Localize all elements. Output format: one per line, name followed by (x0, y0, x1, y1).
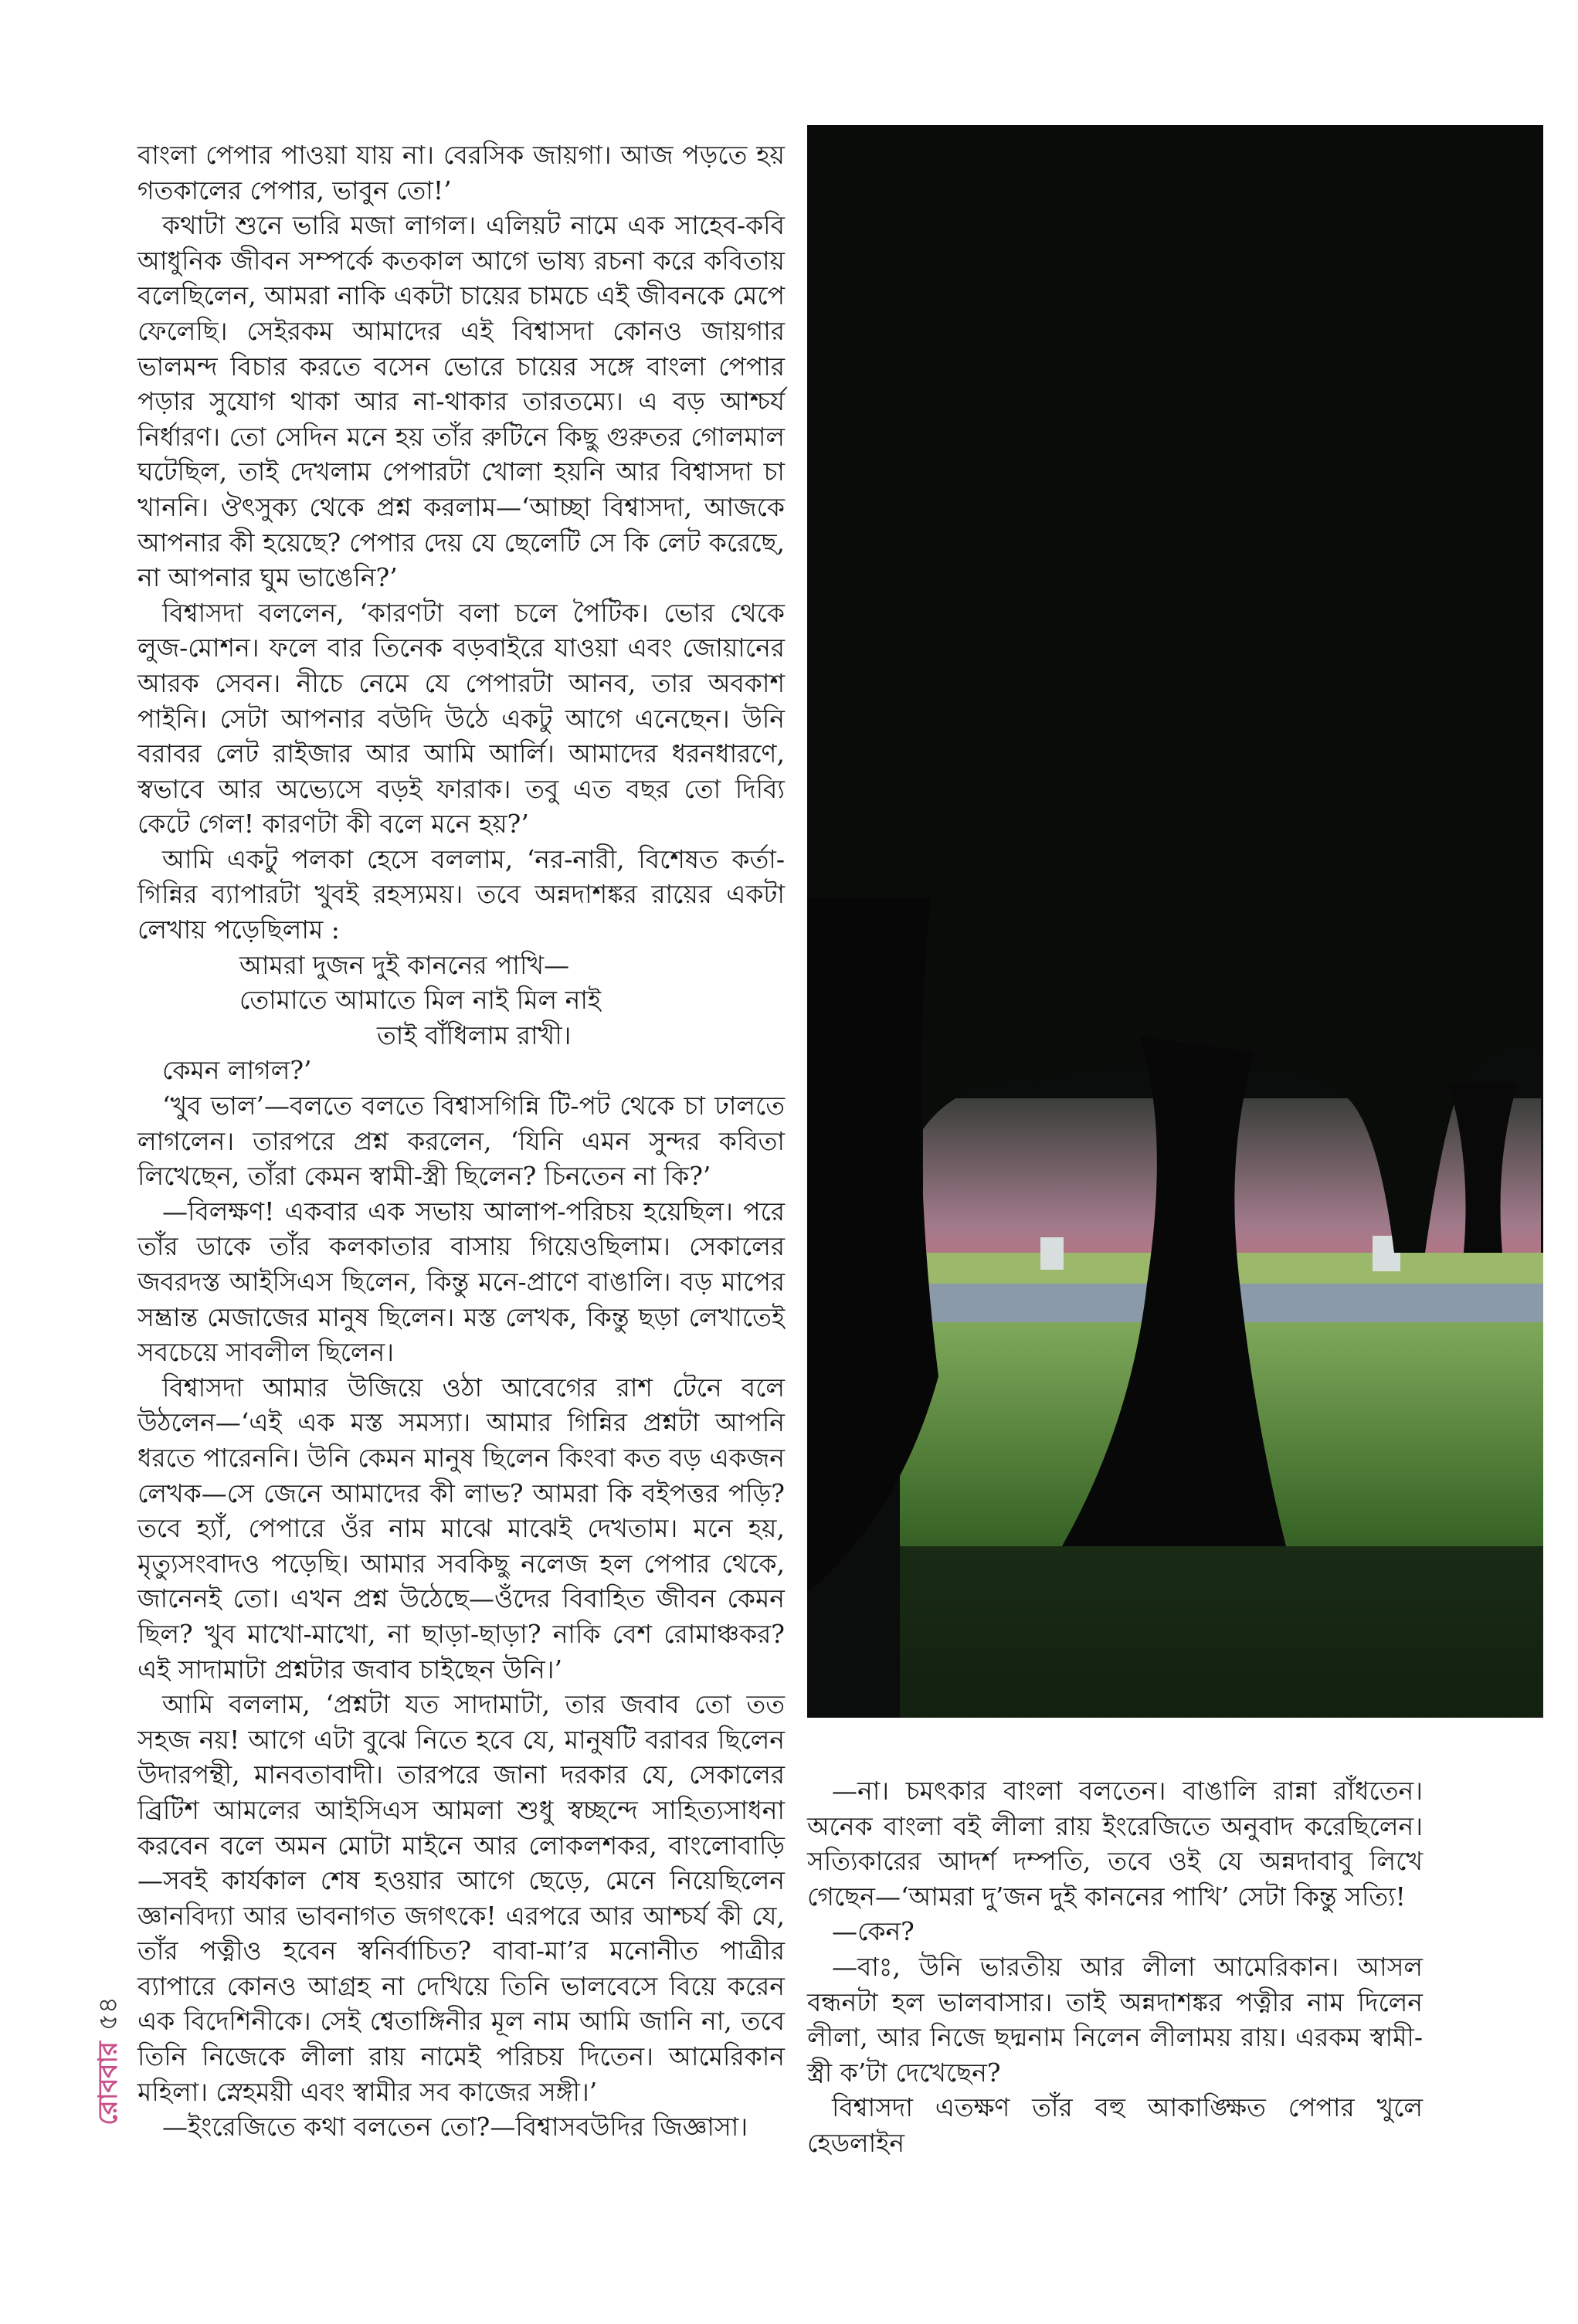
paragraph: আমি একটু পলকা হেসে বললাম, ‘নর-নারী, বিশেষত কর্তা-গিন্নির ব্যাপারটা খুবই রহস্যময়। তবে অন্নদাশঙ্কর রায়ের একটা লেখায় পড়েছিলাম : (137, 843, 785, 945)
paragraph: বিশ্বাসদা এতক্ষণ তাঁর বহু আকাঙ্ক্ষিত পেপার খুলে হেডলাইন (807, 2092, 1423, 2158)
tree-silhouette-photo (807, 125, 1543, 1718)
left-text-column (137, 137, 785, 2145)
poem-line: তাই বাঁধিলাম রাখী। (377, 1020, 572, 1050)
paragraph: ‘খুব ভাল’—বলতে বলতে বিশ্বাসগিন্নি টি-পট থেকে চা ঢালতে লাগলেন। তারপরে প্রশ্ন করলেন, ‘যিনি এমন সুন্দর কবিতা লিখেছেন, তাঁরা কেমন স্বামী-স্ত্রী ছিলেন? চিনতেন না কি?’ (137, 1091, 785, 1192)
poem-line: আমরা দুজন দুই কাননের পাখি— (239, 949, 570, 980)
paragraph: আমি বললাম, ‘প্রশ্নটা যত সাদামাটা, তার জবাব তো তত সহজ নয়! আগে এটা বুঝে নিতে হবে যে, মানুষটি বরাবর ছিলেন উদারপন্থী, মানবতাবাদী। তারপরে জানা দরকার যে, সেকালের ব্রিটিশ আমলের আইসিএস আমলা শুধু স্বচ্ছন্দে সাহিত্যসাধনা করবেন বলে অমন মোটা মাইনে আর লোকলশকর, বাংলোবাড়ি—সবই কার্যকাল শেষ হওয়ার আগে ছেড়ে, মেনে নিয়েছিলেন জ্ঞানবিদ্যা আর ভাবনাগত জগৎকে! এরপরে আর আশ্চর্য কী যে, তাঁর পত্নীও হবেন স্বনির্বাচিত? বাবা-মা’র মনোনীত পাত্রীর ব্যাপারে কোনও আগ্রহ না দেখিয়ে তিনি ভালবেসে বিয়ে করেন এক বিদেশিনীকে। সেই শ্বেতাঙ্গিনীর মূল নাম আমি জানি না, তবে তিনি নিজেকে লীলা রায় নামেই পরিচয় দিতেন। আমেরিকান মহিলা। স্নেহময়ী এবং স্বামীর সব কাজের সঙ্গী।’ (137, 1689, 785, 2107)
right-text-column (807, 1773, 1423, 2161)
paragraph: —বিলক্ষণ! একবার এক সভায় আলাপ-পরিচয় হয়েছিল। পরে তাঁর ডাকে তাঁর কলকাতার বাসায় গিয়েওছিলাম। সেকালের জবরদস্ত আইসিএস ছিলেন, কিন্তু মনে-প্রাণে বাঙালি। বড় মাপের সম্ভ্রান্ত মেজাজের মানুষ ছিলেন। মস্ত লেখক, কিন্তু ছড়া লেখাতেই সবচেয়ে সাবলীল ছিলেন। (137, 1196, 785, 1368)
paragraph: বিশ্বাসদা আমার উজিয়ে ওঠা আবেগের রাশ টেনে বলে উঠলেন—‘এই এক মস্ত সমস্যা। আমার গিন্নির প্রশ্নটা আপনি ধরতে পারেননি। উনি কেমন মানুষ ছিলেন কিংবা কত বড় একজন লেখক—সে জেনে আমাদের কী লাভ? আমরা কি বইপত্তর পড়ি? তবে হ্যাঁ, পেপারে ওঁর নাম মাঝে মাঝেই দেখতাম। মনে হয়, মৃত্যুসংবাদও পড়েছি। আমার সবকিছু নলেজ হল পেপার থেকে, জানেনই তো। এখন প্রশ্ন উঠেছে—ওঁদের বিবাহিত জীবন কেমন ছিল? খুব মাখো-মাখো, না ছাড়া-ছাড়া? নাকি বেশ রোমাঞ্চকর? এই সাদামাটা প্রশ্নটার জবাব চাইছেন উনি।’ (137, 1372, 785, 1684)
poem-line: তোমাতে আমাতে মিল নাই মিল নাই (239, 985, 602, 1016)
poem-quote (137, 948, 785, 1053)
paragraph: —ইংরেজিতে কথা বলতেন তো?—বিশ্বাসবউদির জিজ্ঞাসা। (162, 2112, 748, 2142)
photo-illustration (807, 125, 1543, 1718)
paragraph: বিশ্বাসদা বললেন, ‘কারণটা বলা চলে পৈটিক। ভোর থেকে লুজ-মোশন। ফলে বার তিনেক বড়বাইরে যাওয়া এবং জোয়ানের আরক সেবন। নীচে নেমে যে পেপারটা আনব, তার অবকাশ পাইনি। সেটা আপনার বউদি উঠে একটু আগে এনেছেন। উনি বরাবর লেট রাইজার আর আমি আর্লি। আমাদের ধরনধারণে, স্বভাবে আর অভ্যেসে বড়ই ফারাক। তবু এত বছর তো দিব্যি কেটে গেল! কারণটা কী বলে মনে হয়?’ (137, 597, 785, 840)
page-number: ৫৪ (92, 1997, 124, 2031)
page-folio (85, 1997, 131, 2143)
magazine-name: রোববার (92, 2041, 124, 2126)
paragraph: কেমন লাগল?’ (162, 1055, 312, 1086)
paragraph: কথাটা শুনে ভারি মজা লাগল। এলিয়ট নামে এক সাহেব-কবি আধুনিক জীবন সম্পর্কে কতকাল আগে ভাষ্য রচনা করে কবিতায় বলেছিলেন, আমরা নাকি একটা চায়ের চামচে এই জীবনকে মেপে ফেলেছি। সেইরকম আমাদের এই বিশ্বাসদা কোনও জায়গার ভালমন্দ বিচার করতে বসেন ভোরে চায়ের সঙ্গে বাংলা পেপার পড়ার সুযোগ থাকা আর না-থাকার তারতম্যে। এ বড় আশ্চর্য নির্ধারণ। তো সেদিন মনে হয় তাঁর রুটিনে কিছু গুরুতর গোলমাল ঘটেছিল, তাই দেখলাম পেপারটা খোলা হয়নি আর বিশ্বাসদা চা খাননি। ঔৎসুক্য থেকে প্রশ্ন করলাম—‘আচ্ছা বিশ্বাসদা, আজকে আপনার কী হয়েছে? পেপার দেয় যে ছেলেটি সে কি লেট করেছে, না আপনার ঘুম ভাঙেনি?’ (137, 210, 785, 593)
paragraph: —কেন? (832, 1916, 915, 1947)
paragraph: বাংলা পেপার পাওয়া যায় না। বেরসিক জায়গা। আজ পড়তে হয় গতকালের পেপার, ভাবুন তো!’ (137, 140, 785, 205)
paragraph: —না। চমৎকার বাংলা বলতেন। বাঙালি রান্না রাঁধতেন। অনেক বাংলা বই লীলা রায় ইংরেজিতে অনুবাদ করেছিলেন। সত্যিকারের আদর্শ দম্পতি, তবে ওই যে অন্নদাবাবু লিখে গেছেন—‘আমরা দু’জন দুই কাননের পাখি’ সেটা কিন্তু সত্যি! (807, 1776, 1423, 1912)
paragraph: —বাঃ, উনি ভারতীয় আর লীলা আমেরিকান। আসল বন্ধনটা হল ভালবাসার। তাই অন্নদাশঙ্কর পত্নীর নাম দিলেন লীলা, আর নিজে ছদ্মনাম নিলেন লীলাময় রায়। এরকম স্বামী-স্ত্রী ক’টা দেখেছেন? (807, 1951, 1423, 2088)
